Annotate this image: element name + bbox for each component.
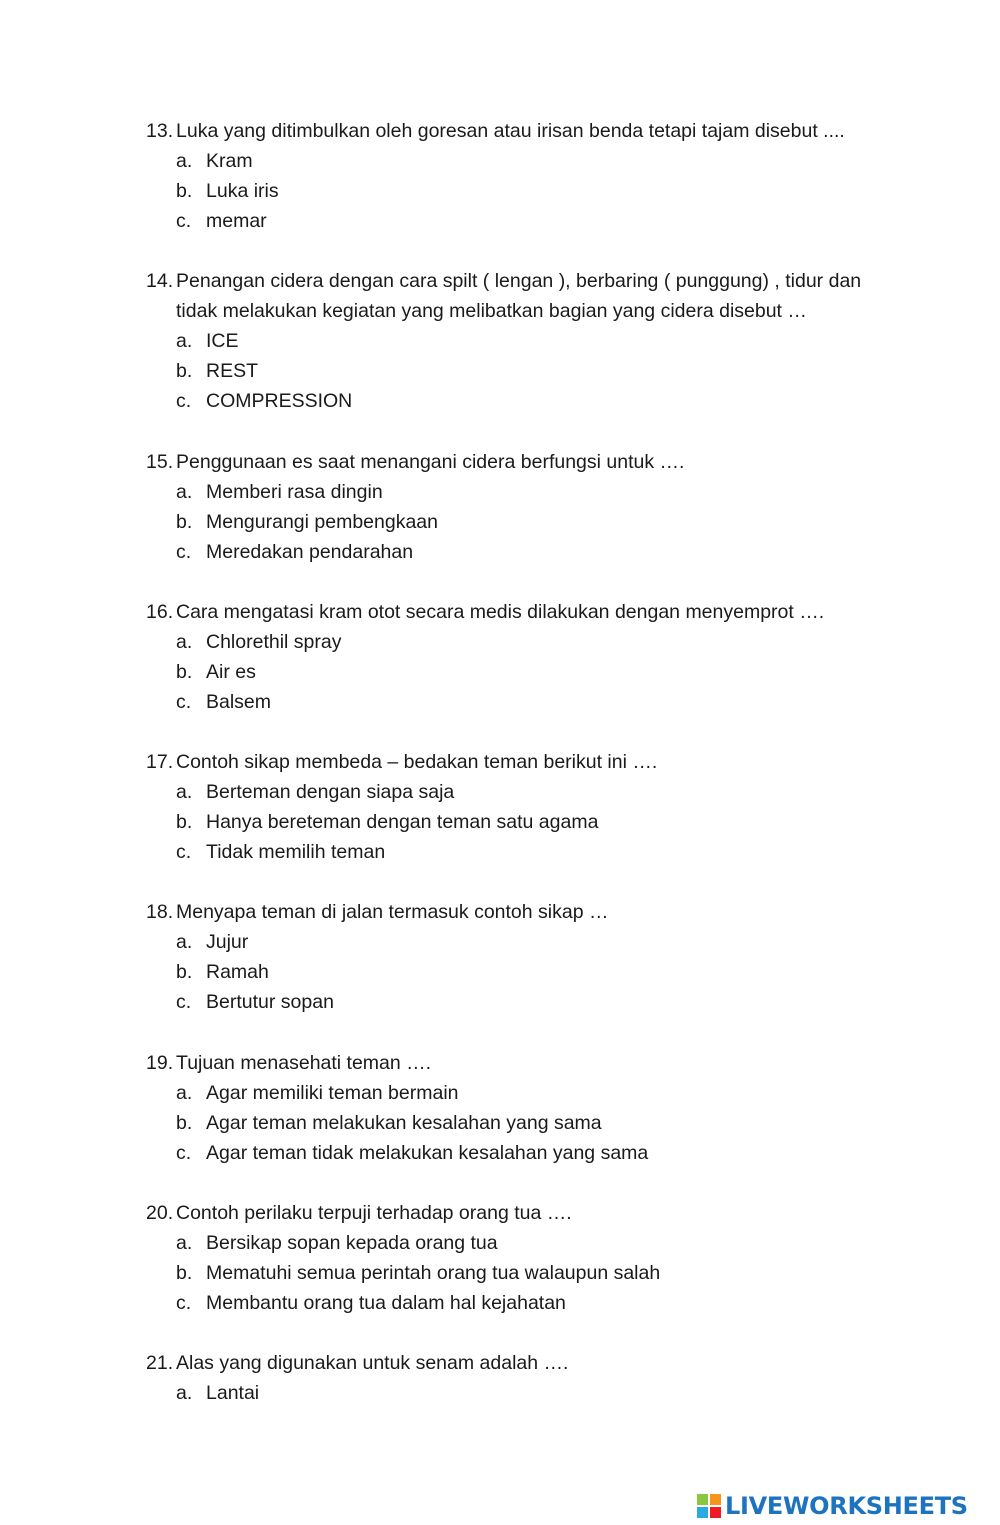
option-b: b. Agar teman melakukan kesalahan yang sama [146,1108,876,1138]
question-18 [146,897,876,1017]
option-text: Hanya bereteman dengan teman satu agama [206,811,599,833]
question-number: 14. [146,270,174,292]
option-text: Berteman dengan siapa saja [206,781,455,803]
option-c: c. Meredakan pendarahan [146,537,876,567]
option-a: a. Jujur [146,927,876,957]
option-a: a. Lantai [146,1378,876,1408]
option-b: b. Mematuhi semua perintah orang tua walaupun salah [146,1258,876,1288]
option-text: ICE [206,330,239,352]
question-19 [146,1048,876,1168]
option-text: Mematuhi semua perintah orang tua walaupun salah [206,1262,661,1284]
question-17 [146,747,876,867]
question-20 [146,1198,876,1318]
question-21 [146,1348,876,1408]
option-b: b. Hanya bereteman dengan teman satu agama [146,807,876,837]
question-number: 19. [146,1052,174,1074]
option-text: Ramah [206,961,269,983]
option-text: memar [206,210,267,232]
option-text: COMPRESSION [206,390,353,412]
option-c: c. Agar teman tidak melakukan kesalahan yang sama [146,1138,876,1168]
question-text: Menyapa teman di jalan termasuk contoh sikap … [176,901,609,923]
option-text: Memberi rasa dingin [206,481,383,503]
option-text: Agar memiliki teman bermain [206,1082,459,1104]
question-text: Penangan cidera dengan cara spilt ( lengan ), berbaring ( punggung) , tidur dan tidak melakukan kegiatan yang melibatkan bagian yang cidera disebut … [176,270,862,322]
option-text: Lantai [206,1382,260,1404]
option-c: c. memar [146,206,876,236]
option-b: b. Mengurangi pembengkaan [146,507,876,537]
option-text: REST [206,360,259,382]
option-text: Kram [206,150,253,172]
question-text: Contoh sikap membeda – bedakan teman berikut ini …. [176,751,658,773]
option-c: c. Bertutur sopan [146,987,876,1017]
option-text: Agar teman tidak melakukan kesalahan yang sama [206,1142,649,1164]
option-text: Agar teman melakukan kesalahan yang sama [206,1112,602,1134]
option-text: Balsem [206,691,272,713]
liveworksheets-logo [697,1491,968,1521]
option-c: c. Tidak memilih teman [146,837,876,867]
option-text: Tidak memilih teman [206,841,386,863]
question-text: Luka yang ditimbulkan oleh goresan atau irisan benda tetapi tajam disebut .... [176,120,845,142]
option-c: c. Balsem [146,687,876,717]
question-number: 13. [146,120,174,142]
option-a: a. ICE [146,326,876,356]
option-a: a. Agar memiliki teman bermain [146,1078,876,1108]
question-text: Penggunaan es saat menangani cidera berfungsi untuk …. [176,451,685,473]
question-number: 18. [146,901,174,923]
question-13 [146,116,876,236]
option-text: Bertutur sopan [206,991,334,1013]
option-b: b. REST [146,356,876,386]
option-text: Jujur [206,931,249,953]
question-number: 17. [146,751,174,773]
option-c: c. COMPRESSION [146,386,876,416]
option-b: b. Air es [146,657,876,687]
question-number: 15. [146,451,174,473]
option-text: Chlorethil spray [206,631,342,653]
question-number: 20. [146,1202,174,1224]
question-number: 16. [146,601,174,623]
question-number: 21. [146,1352,174,1374]
option-a: a. Kram [146,146,876,176]
option-text: Luka iris [206,180,279,202]
option-b: b. Ramah [146,957,876,987]
option-text: Bersikap sopan kepada orang tua [206,1232,498,1254]
logo-text: LIVEWORKSHEETS [725,1492,968,1520]
option-text: Air es [206,661,256,683]
option-text: Meredakan pendarahan [206,541,414,563]
question-16 [146,597,876,717]
question-text: Contoh perilaku terpuji terhadap orang tua …. [176,1202,572,1224]
question-text: Cara mengatasi kram otot secara medis dilakukan dengan menyemprot …. [176,601,825,623]
option-b: b. Luka iris [146,176,876,206]
option-text: Mengurangi pembengkaan [206,511,439,533]
question-14 [146,266,876,416]
question-text: Tujuan menasehati teman …. [176,1052,432,1074]
option-a: a. Chlorethil spray [146,627,876,657]
option-c: c. Membantu orang tua dalam hal kejahatan [146,1288,876,1318]
option-a: a. Bersikap sopan kepada orang tua [146,1228,876,1258]
liveworksheets-logo-icon [697,1494,721,1518]
option-a: a. Memberi rasa dingin [146,477,876,507]
option-text: Membantu orang tua dalam hal kejahatan [206,1292,566,1314]
option-a: a. Berteman dengan siapa saja [146,777,876,807]
question-15 [146,447,876,567]
question-text: Alas yang digunakan untuk senam adalah …. [176,1352,569,1374]
